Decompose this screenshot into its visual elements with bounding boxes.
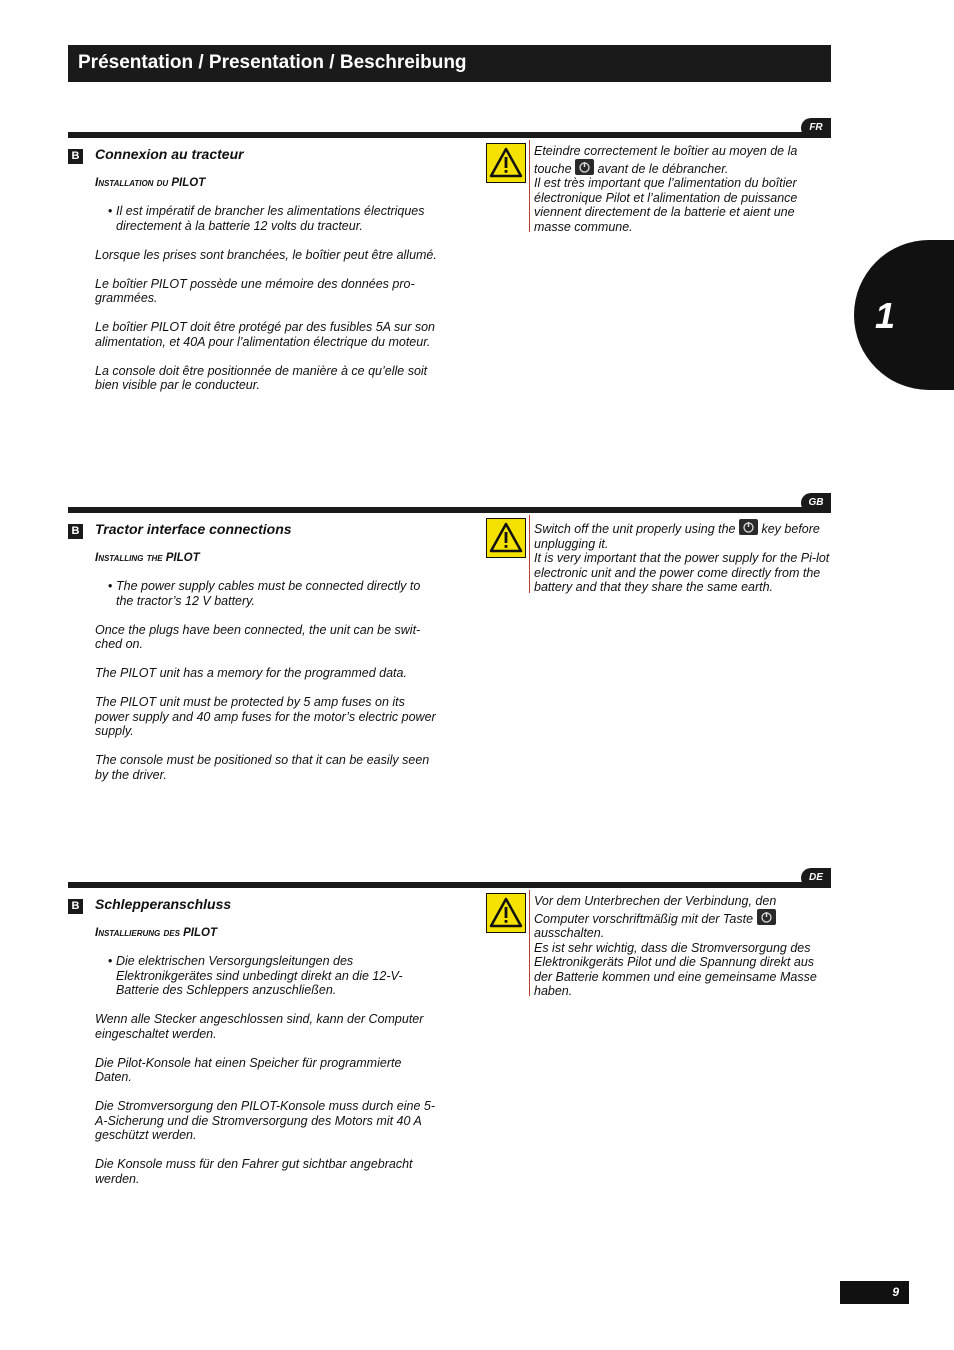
section-body xyxy=(95,579,440,797)
bullet-dot-icon: • xyxy=(108,204,113,218)
language-badge: DE xyxy=(801,868,831,888)
page-number: 9 xyxy=(892,1285,899,1299)
bullet-text: Il est impératif de brancher les alimentations électriques directement à la batterie 12 volts du tracteur. xyxy=(116,204,425,233)
paragraph: La console doit être positionnée de manière à ce qu’elle soit bien visible par le conducteur. xyxy=(95,363,428,392)
section-marker: B xyxy=(68,899,83,914)
bullet-text: Die elektrischen Versorgungsleitungen des Elektronikgerätes sind unbedingt direkt an die 12-V-Batterie des Schleppers anzuschließen. xyxy=(116,954,403,997)
warning-rule xyxy=(529,515,530,593)
section-title: Schlepperanschluss xyxy=(95,896,232,912)
section-marker: B xyxy=(68,524,83,539)
section-title: Connexion au tracteur xyxy=(95,146,244,162)
warning-text: Vor dem Unterbrechen der Verbindung, den Computer vorschriftmäßig mit der Taste ausschalten. Es ist sehr wichtig, dass die Stromversorgung des Elektronikgeräts Pilot und die Spannung direkt aus der Batterie kommen und eine gemeinsame Masse haben. xyxy=(534,894,817,998)
bullet-dot-icon: • xyxy=(108,954,113,968)
section-body xyxy=(95,204,440,407)
page-number-box xyxy=(840,1281,909,1304)
warning-triangle-icon xyxy=(486,518,526,558)
bullet-item xyxy=(95,579,440,608)
power-key-icon xyxy=(739,519,758,535)
paragraph: Lorsque les prises sont branchées, le boîtier peut être allumé. xyxy=(95,247,437,262)
paragraph: Wenn alle Stecker angeschlossen sind, kann der Computer eingeschaltet werden. xyxy=(95,1012,424,1041)
warning-text: Eteindre correctement le boîtier au moyen de la touche avant de le débrancher. Il est très important que l’alimentation du boîtier électronique Pilot et l’alimentation de puissance viennent directement de la batterie et aient une masse commune. xyxy=(534,144,798,234)
paragraph: Le boîtier PILOT possède une mémoire des données pro-grammées. xyxy=(95,276,415,305)
paragraph: The PILOT unit must be protected by 5 amp fuses on its power supply and 40 amp fuses for the motor’s electric power supply. xyxy=(95,695,436,738)
section-rule xyxy=(68,132,831,138)
section-rule xyxy=(68,507,831,513)
paragraph: The console must be positioned so that it can be easily seen by the driver. xyxy=(95,753,430,782)
section-subheading: Installing the PILOT xyxy=(95,552,200,564)
paragraph: Le boîtier PILOT doit être protégé par des fusibles 5A sur son alimentation, et 40A pour l’alimentation électrique du moteur. xyxy=(95,320,436,349)
power-key-icon xyxy=(757,909,776,925)
section-rule xyxy=(68,882,831,888)
bullet-text: The power supply cables must be connected directly to the tractor’s 12 V battery. xyxy=(116,579,421,608)
chapter-tab xyxy=(854,240,954,390)
language-badge: FR xyxy=(801,118,831,138)
page-title: Présentation / Presentation / Beschreibung xyxy=(78,52,467,73)
section-body xyxy=(95,954,440,1201)
section-gb xyxy=(68,493,831,873)
bullet-dot-icon: • xyxy=(108,579,113,593)
section-title: Tractor interface connections xyxy=(95,521,292,537)
warning-rule xyxy=(529,890,530,996)
chapter-number: 1 xyxy=(875,295,896,336)
paragraph: The PILOT unit has a memory for the programmed data. xyxy=(95,666,407,680)
language-badge: GB xyxy=(801,493,831,513)
power-key-icon xyxy=(575,159,594,175)
warning-text: Switch off the unit properly using the key before unplugging it. It is very important that the power supply for the Pi-lot electronic unit and the power come directly from the battery and that they share the same earth. xyxy=(534,519,832,595)
section-marker: B xyxy=(68,149,83,164)
section-de xyxy=(68,868,831,1248)
bullet-item xyxy=(95,954,440,998)
header-bar xyxy=(68,45,831,82)
section-subheading: Installation du PILOT xyxy=(95,177,206,189)
paragraph: Die Konsole muss für den Fahrer gut sichtbar angebracht werden. xyxy=(95,1157,413,1186)
warning-triangle-icon xyxy=(486,893,526,933)
bullet-item xyxy=(95,204,440,233)
section-subheading: Installierung des PILOT xyxy=(95,927,217,939)
warning-triangle-icon xyxy=(486,143,526,183)
paragraph: Die Pilot-Konsole hat einen Speicher für programmierte Daten. xyxy=(95,1055,402,1084)
paragraph: Once the plugs have been connected, the unit can be swit-ched on. xyxy=(95,622,421,651)
paragraph: Die Stromversorgung den PILOT-Konsole muss durch eine 5-A-Sicherung und die Stromversorgung des Motors mit 40 A geschützt werden. xyxy=(95,1099,435,1142)
warning-rule xyxy=(529,140,530,232)
section-fr xyxy=(68,118,831,498)
